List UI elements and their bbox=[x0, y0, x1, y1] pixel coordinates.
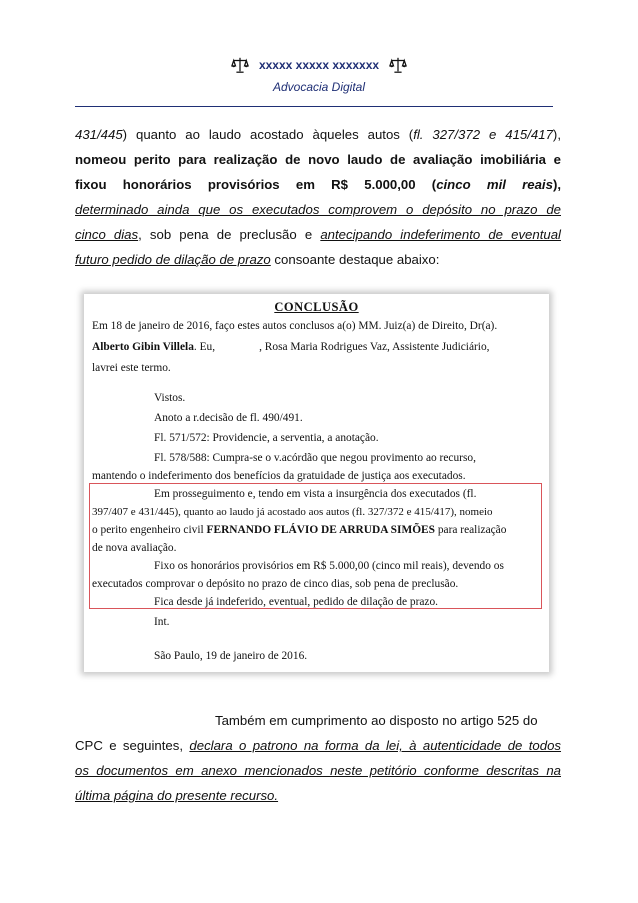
scan-line: São Paulo, 19 de janeiro de 2016. bbox=[154, 650, 308, 662]
scan-line: 397/407 e 431/445), quanto ao laudo já acostado aos autos (fl. 327/372 e 415/417), nomeio bbox=[92, 506, 493, 518]
text-span: antecipando indeferimento de eventual bbox=[320, 227, 561, 242]
scan-line: lavrei este termo. bbox=[92, 362, 171, 374]
scales-of-justice-icon bbox=[389, 56, 407, 74]
header-line bbox=[0, 56, 638, 74]
text-span: cinco mil reais bbox=[436, 177, 553, 192]
header-divider bbox=[75, 106, 553, 107]
text-span: , Rosa Maria Rodrigues Vaz, Assistente Judiciário, bbox=[259, 341, 490, 353]
text-line bbox=[75, 122, 561, 147]
text-line: determinado ainda que os executados comprovem o depósito no prazo de bbox=[75, 202, 561, 217]
text-line: os documentos em anexo mencionados neste petitório conforme descritas na bbox=[75, 763, 561, 778]
text-line: nomeou perito para realização de novo laudo de avaliação imobiliária e bbox=[75, 152, 561, 167]
scan-line: Em 18 de janeiro de 2016, faço estes autos conclusos a(o) MM. Juiz(a) de Direito, Dr(a). bbox=[92, 320, 498, 332]
scan-line bbox=[92, 341, 541, 353]
text-span: fixou honorários provisórios em R$ 5.000,00 ( bbox=[75, 177, 437, 192]
scan-line: de nova avaliação. bbox=[92, 542, 177, 554]
text-span: consoante destaque abaixo: bbox=[270, 252, 440, 267]
text-line bbox=[75, 222, 561, 247]
scan-line: Fl. 578/588: Cumpra-se o v.acórdão que negou provimento ao recurso, bbox=[154, 452, 476, 464]
header-subtitle: Advocacia Digital bbox=[272, 80, 366, 94]
text-line bbox=[75, 247, 561, 272]
text-span: declara o patrono na forma da lei, à autenticidade de todos bbox=[189, 738, 562, 753]
text-span: 431/445 bbox=[75, 127, 123, 142]
text-line bbox=[75, 733, 561, 758]
court-decision-image bbox=[84, 294, 549, 672]
text-span: , sob pena de preclusão e bbox=[138, 227, 321, 242]
scan-line: executados comprovar o depósito no prazo de cinco dias, sob pena de preclusão. bbox=[92, 578, 459, 590]
text-line: última página do presente recurso. bbox=[75, 788, 279, 803]
scan-line: Fl. 571/572: Providencie, a serventia, a anotação. bbox=[154, 432, 379, 444]
highlight-box bbox=[89, 483, 542, 609]
scan-line: Vistos. bbox=[154, 392, 186, 404]
scan-line: Int. bbox=[154, 616, 170, 628]
text-span: ) quanto ao laudo acostado àqueles autos ( bbox=[122, 127, 414, 142]
scan-line: Fixo os honorários provisórios em R$ 5.000,00 (cinco mil reais), devendo os bbox=[154, 560, 504, 572]
text-span: futuro pedido de dilação de prazo bbox=[75, 252, 271, 267]
scan-line: Em prosseguimento e, tendo em vista a insurgência dos executados (fl. bbox=[154, 488, 477, 500]
text-span: . Eu, bbox=[193, 341, 216, 353]
text-span: para realização bbox=[434, 524, 507, 536]
judge-name: Alberto Gibin Villela bbox=[92, 341, 194, 353]
paragraph-2 bbox=[75, 708, 561, 808]
scan-title: CONCLUSÃO bbox=[274, 300, 359, 314]
text-span: CPC e seguintes, bbox=[75, 738, 190, 753]
scales-of-justice-icon bbox=[231, 56, 249, 74]
text-span: fl. 327/372 e 415/417 bbox=[413, 127, 553, 142]
text-span: ), bbox=[552, 127, 561, 142]
text-line bbox=[75, 172, 561, 197]
document-header bbox=[0, 56, 638, 94]
paragraph-1 bbox=[75, 122, 561, 272]
expert-name: FERNANDO FLÁVIO DE ARRUDA SIMÕES bbox=[206, 524, 435, 536]
text-span: ), bbox=[552, 177, 561, 192]
firm-name: xxxxx xxxxx xxxxxxx bbox=[258, 58, 380, 72]
scan-line: mantendo o indeferimento dos benefícios da gratuidade de justiça aos executados. bbox=[92, 470, 466, 482]
text-span: cinco dias bbox=[75, 227, 139, 242]
text-span: o perito engenheiro civil bbox=[92, 524, 207, 536]
scan-line: Anoto a r.decisão de fl. 490/491. bbox=[154, 412, 303, 424]
scan-line: Fica desde já indeferido, eventual, pedido de dilação de prazo. bbox=[154, 596, 439, 608]
text-line: Também em cumprimento ao disposto no artigo 525 do bbox=[215, 713, 538, 728]
